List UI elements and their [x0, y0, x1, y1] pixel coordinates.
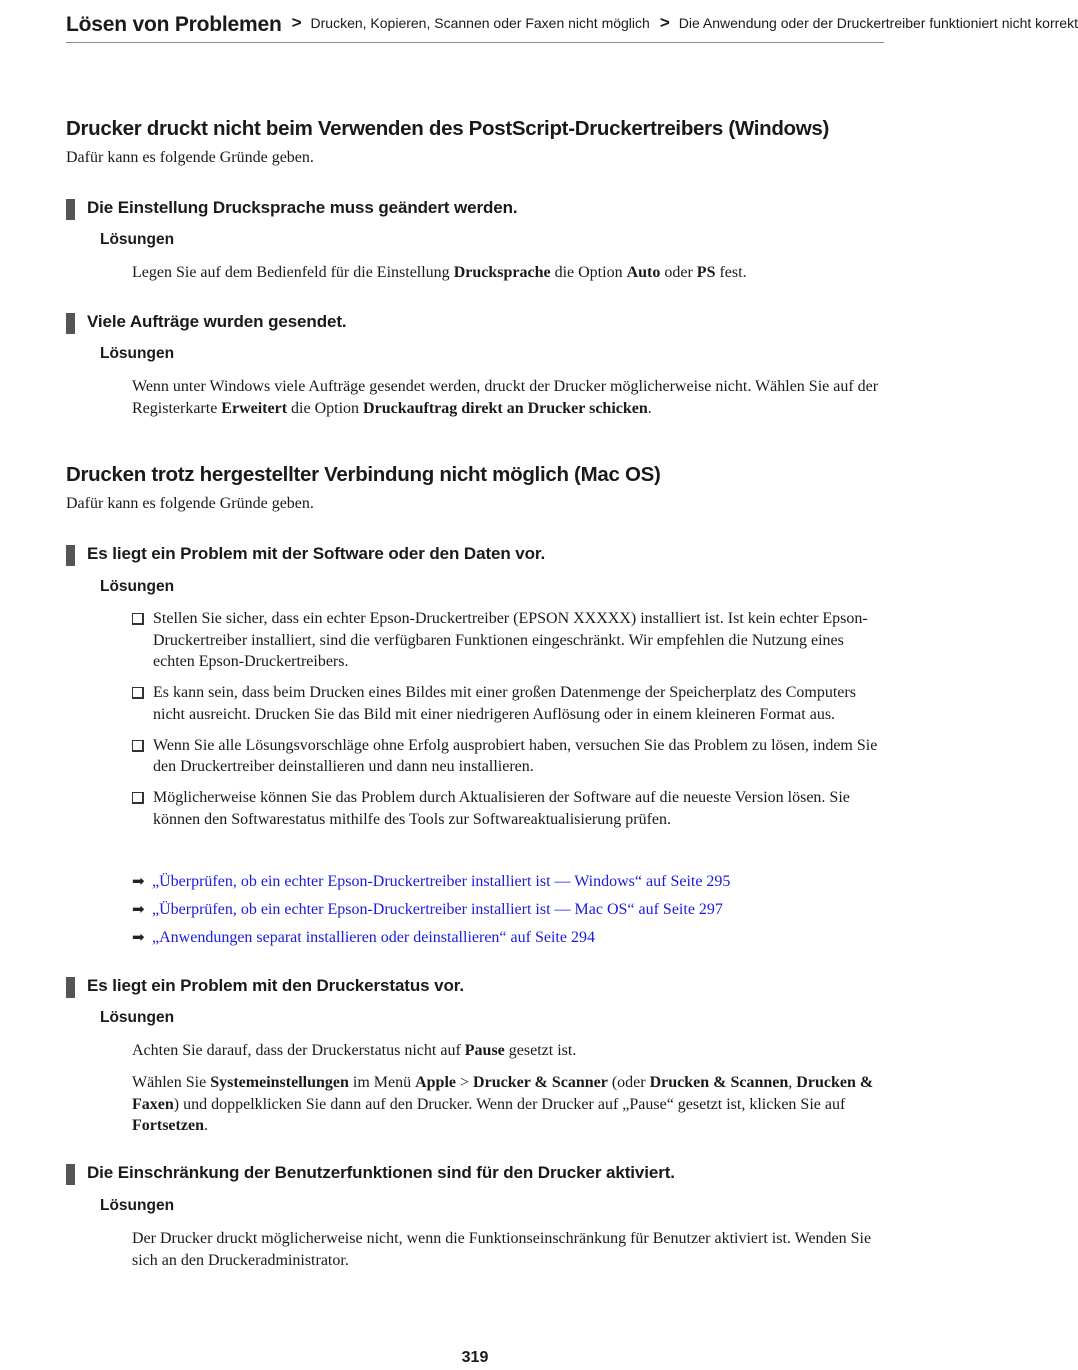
heading-bar: [66, 1164, 75, 1185]
cause-heading: [66, 1164, 884, 1188]
page-number: 319: [461, 1349, 489, 1366]
breadcrumb: [66, 10, 1078, 43]
checkbox-bullet-icon: [132, 687, 144, 699]
breadcrumb-chapter[interactable]: Lösen von Problemen: [66, 13, 282, 36]
link-item: [132, 899, 884, 920]
checkbox-bullet-icon: [132, 740, 144, 752]
cause-title: Viele Aufträge wurden gesendet.: [87, 312, 347, 331]
link-item: [132, 927, 884, 948]
heading-bar: [66, 199, 75, 220]
list-item: Es kann sein, dass beim Drucken eines Bildes mit einer großen Datenmenge der Speicherplatz des Computers nicht ausreicht. Drucken Sie das Bild mit einer niedrigeren Auflösung oder in einem kleineren Format aus.: [132, 682, 884, 725]
breadcrumb-section[interactable]: Drucken, Kopieren, Scannen oder Faxen nicht möglich: [310, 15, 650, 31]
solution-text: Achten Sie darauf, dass der Druckerstatus nicht auf Pause gesetzt ist.: [132, 1042, 577, 1059]
section-postscript: [66, 115, 884, 169]
breadcrumb-separator: >: [291, 13, 302, 32]
solution-text: Wählen Sie Systemeinstellungen im Menü Apple > Drucker & Scanner (oder Drucken & Scannen, Drucken & Faxen) und doppelklicken Sie dann auf den Drucker. Wenn der Drucker auf „Pause“ gesetzt ist, klicken Sie auf Fortsetzen.: [132, 1074, 874, 1134]
section-title: Drucker druckt nicht beim Verwenden des PostScript-Druckertreibers (Windows): [66, 117, 830, 140]
solution-text: Wenn unter Windows viele Aufträge gesendet werden, druckt der Drucker möglicherweise nicht. Wählen Sie auf der Registerkarte Erweitert die Option Druckauftrag direkt an Drucker schicken.: [132, 378, 879, 417]
heading-bar: [66, 313, 75, 334]
link-item: [132, 871, 884, 892]
solutions-label: Lösungen: [100, 1009, 175, 1026]
list-item: Stellen Sie sicher, dass ein echter Epson-Druckertreiber (EPSON XXXXX) installiert ist. Ist kein echter Epson-Druckertreiber installiert, sind die verfügbaren Funktionen eingeschränkt. Wir empfehlen die Nutzung eines echten Epson-Druckertreibers.: [132, 608, 884, 673]
section-title: Drucken trotz hergestellter Verbindung nicht möglich (Mac OS): [66, 463, 661, 486]
list-item: Möglicherweise können Sie das Problem durch Aktualisieren der Software auf die neueste Version lösen. Sie können den Softwarestatus mithilfe des Tools zur Softwareaktualisierung prüfen.: [132, 787, 884, 830]
breadcrumb-separator: >: [659, 13, 670, 32]
solution-list: [132, 608, 884, 840]
list-item: Wenn Sie alle Lösungsvorschläge ohne Erfolg ausprobiert haben, versuchen Sie das Problem zu lösen, indem Sie den Druckertreiber deinstallieren und dann neu installieren.: [132, 735, 884, 778]
solutions-label: Lösungen: [100, 345, 175, 362]
link-check-driver-windows[interactable]: „Überprüfen, ob ein echter Epson-Druckertreiber installiert ist — Windows“ auf Seite 295: [152, 873, 731, 890]
solutions-label: Lösungen: [100, 1197, 175, 1214]
section-intro: Dafür kann es folgende Gründe geben.: [66, 149, 314, 166]
checkbox-bullet-icon: [132, 613, 144, 625]
checkbox-bullet-icon: [132, 792, 144, 804]
cause-title: Es liegt ein Problem mit der Software oder den Daten vor.: [87, 544, 546, 563]
related-links: [132, 871, 884, 955]
heading-bar: [66, 545, 75, 566]
cause-heading: [66, 977, 884, 1001]
cause-heading: [66, 313, 884, 337]
cause-heading: [66, 545, 884, 569]
section-mac-os: [66, 461, 884, 515]
arrow-right-icon: ➡: [132, 900, 145, 918]
cause-title: Die Einstellung Drucksprache muss geändert werden.: [87, 198, 518, 217]
section-intro: Dafür kann es folgende Gründe geben.: [66, 495, 314, 512]
solution-text: Der Drucker druckt möglicherweise nicht, wenn die Funktionseinschränkung für Benutzer aktiviert ist. Wenden Sie sich an den Druckeradministrator.: [132, 1230, 872, 1269]
cause-title: Es liegt ein Problem mit den Druckerstatus vor.: [87, 976, 464, 995]
solutions-label: Lösungen: [100, 231, 175, 248]
link-install-apps[interactable]: „Anwendungen separat installieren oder deinstallieren“ auf Seite 294: [152, 929, 595, 946]
cause-heading: [66, 199, 884, 223]
breadcrumb-topic[interactable]: Die Anwendung oder der Druckertreiber funktioniert nicht korrekt: [678, 15, 1078, 31]
link-check-driver-mac[interactable]: „Überprüfen, ob ein echter Epson-Druckertreiber installiert ist — Mac OS“ auf Seite 297: [152, 901, 723, 918]
solution-text: Legen Sie auf dem Bedienfeld für die Einstellung Drucksprache die Option Auto oder PS fest.: [132, 264, 747, 281]
cause-title: Die Einschränkung der Benutzerfunktionen sind für den Drucker aktiviert.: [87, 1163, 675, 1182]
arrow-right-icon: ➡: [132, 928, 145, 946]
heading-bar: [66, 977, 75, 998]
arrow-right-icon: ➡: [132, 872, 145, 890]
solutions-label: Lösungen: [100, 578, 175, 595]
